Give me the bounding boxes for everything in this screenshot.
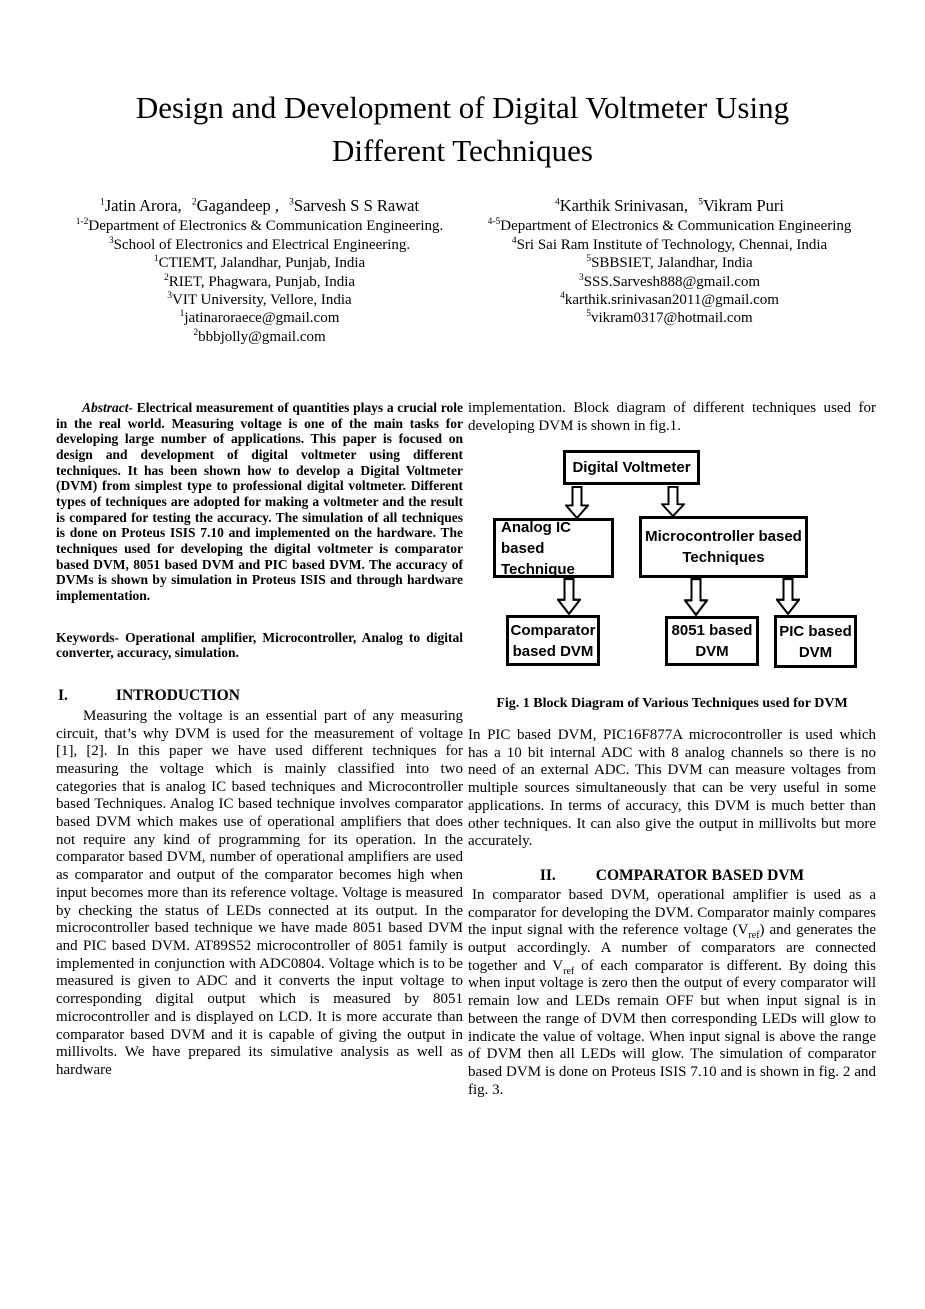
- author-name: $^5$Vikram Puri: [698, 196, 784, 215]
- pic-dvm-paragraph: In PIC based DVM, PIC16F877A microcontroller is used which has a 10 bit internal ADC with 8 analog channels so there is no need of an external ADC. This DVM can measure voltages from multiple sources simultaneously that can be very useful in some applications. In terms of accuracy, this DVM is much better than other techniques. It can also give the output in millivolts but more accurately.: [468, 727, 876, 850]
- section-2-heading: [468, 867, 876, 885]
- comparator-dvm-paragraph: In comparator based DVM, operational amplifier is used as a comparator for developing the DVM. Comparator mainly compares the input signal with the reference voltage $(V_{ref})$ and generates the output accordingly. A number of comparators are connected together and $V_{ref}$ of each comparator is different. By doing this when input voltage is zero then the output of every comparator will remain low and LEDs remain OFF but when input signal is in between the range of DVM then corresponding LEDs will glow to indicate the value of voltage. When input signal is above the range of DVM then all LEDs will glow. The simulation of comparator based DVM is done on Proteus ISIS 7.10 and is shown in fig. 2 and fig. 3.: [468, 886, 876, 1098]
- abstract-paragraph: [56, 400, 463, 604]
- keywords-text: Operational amplifier, Microcontroller, Analog to digital converter, accuracy, simulation.: [56, 629, 463, 661]
- authors-left-block: [56, 197, 463, 346]
- author-names-line: [463, 197, 876, 215]
- down-block-arrow-icon: [557, 578, 581, 615]
- right-column-top: [468, 400, 876, 435]
- section-1-number: I.: [58, 686, 68, 704]
- keywords-paragraph: [56, 630, 463, 661]
- author-name: $^2$Gagandeep ,: [191, 196, 280, 215]
- vref-subscript: ref: [748, 930, 760, 942]
- implementation-paragraph: implementation. Block diagram of different techniques used for developing DVM is shown in fig.1.: [468, 400, 876, 434]
- diagram-box-digital-voltmeter: Digital Voltmeter: [563, 450, 700, 485]
- author-email: $^1$jatinaroraece@gmail.com: [179, 309, 340, 327]
- paper-title: [0, 86, 925, 172]
- authors-right-block: [463, 197, 876, 328]
- author-name: $^4$Karthik Srinivasan,: [555, 196, 689, 215]
- author-email: $^5$vikram0317@hotmail.com: [586, 309, 753, 327]
- down-block-arrow-icon: [776, 578, 800, 615]
- affiliation-line: $^3$School of Electronics and Electrical Engineering.: [108, 235, 411, 253]
- left-column: [56, 400, 463, 1080]
- down-block-arrow-icon: [565, 486, 589, 519]
- author-names-line: [56, 197, 463, 215]
- author-email: $^3$SSS.Sarvesh888@gmail.com: [578, 272, 761, 290]
- vref-subscript: ref: [563, 965, 575, 977]
- diagram-box-comparator-dvm: Comparator based DVM: [506, 615, 600, 666]
- affiliation-line: $^{1-2}$Department of Electronics & Communication Engineering.: [75, 217, 444, 235]
- abstract-text: Electrical measurement of quantities plays a crucial role in the real world. Measuring voltage is one of the main tasks for developing large number of applications. This paper is focused on design and development of digital voltmeter using different techniques. It has been shown how to develop a Digital Voltmeter (DVM) from simplest type to professional digital voltmeter. Different types of techniques are adopted for making a voltmeter and the result is compared for testing the accuracy. The simulation of all techniques is done on Proteus ISIS 7.10 and implemented on the hardware. The techniques used for developing the digital voltmeter is comparator based DVM, 8051 based DVM and PIC based DVM. The accuracy of DVMs is shown by simulation in Proteus ISIS and through hardware implementation.: [56, 400, 463, 603]
- author-name: $^3$Sarvesh S S Rawat: [289, 196, 420, 215]
- affiliation-line: $^1$CTIEMT, Jalandhar, Punjab, India: [153, 254, 366, 272]
- diagram-box-analog-ic-technique: Analog IC based Technique: [493, 518, 614, 578]
- diagram-box-8051-dvm: 8051 based DVM: [665, 616, 759, 666]
- author-email: $^4$karthik.srinivasan2011@gmail.com: [560, 291, 779, 309]
- paper-title-line1: Design and Development of Digital Voltmeter Using: [135, 90, 790, 125]
- section-1-title: INTRODUCTION: [115, 686, 240, 704]
- affiliation-line: $^4$Sri Sai Ram Institute of Technology, Chennai, India: [511, 235, 828, 253]
- figure-1-caption: Fig. 1 Block Diagram of Various Techniques used for DVM: [496, 696, 848, 711]
- author-name: $^1$Jatin Arora,: [99, 196, 182, 215]
- section-2-number: II.: [539, 866, 556, 884]
- affiliation-line: $^2$RIET, Phagwara, Punjab, India: [163, 272, 356, 290]
- section-1-heading: [58, 687, 463, 705]
- affiliation-line: $^5$SBBSIET, Jalandhar, India: [586, 254, 753, 272]
- abstract-label: Abstract-: [82, 400, 134, 415]
- diagram-box-microcontroller-techniques: Microcontroller based Techniques: [639, 516, 808, 578]
- section-2-title: COMPARATOR BASED DVM: [595, 866, 805, 884]
- paper-title-line2: Different Techniques: [332, 133, 593, 168]
- down-block-arrow-icon: [684, 578, 708, 616]
- down-block-arrow-icon: [661, 486, 685, 517]
- introduction-paragraph: Measuring the voltage is an essential part of any measuring circuit, that’s why DVM is used for the measurement of voltage [1], [2]. In this paper we have used different techniques for measuring the voltage which is mainly classified into two categories that is analog IC based techniques and Microcontroller based Techniques. Analog IC based technique involves comparator based DVM which makes use of operational amplifiers that does not require any kind of programming for its operation. In the comparator based DVM, number of operational amplifiers are used as comparator and output of the comparator becomes high when input becomes more than its reference voltage. Voltage is measured by checking the status of LEDs connected at its output. In the microcontroller based technique we have made 8051 based DVM and PIC based DVM. AT89S52 microcontroller of 8051 family is implemented in conjunction with ADC0804. Voltage which is to be measured is given to ADC and it converts the input voltage to corresponding digital output which is measured by 8051 microcontroller and is displayed on LCD. It is more accurate than comparator based DVM and it is capable of giving the output in millivolts. We have prepared its simulative analysis as well as hardware: [56, 707, 463, 1078]
- affiliation-line: $^{4-5}$Department of Electronics & Communication Engineering: [487, 217, 852, 235]
- diagram-box-pic-dvm: PIC based DVM: [774, 615, 857, 668]
- right-column-bottom: [468, 696, 876, 1099]
- figure-1-block-diagram: [470, 449, 878, 691]
- affiliation-line: $^3$VIT University, Vellore, India: [167, 291, 352, 309]
- keywords-label: Keywords-: [56, 629, 119, 645]
- author-email: $^2$bbbjolly@gmail.com: [193, 327, 326, 345]
